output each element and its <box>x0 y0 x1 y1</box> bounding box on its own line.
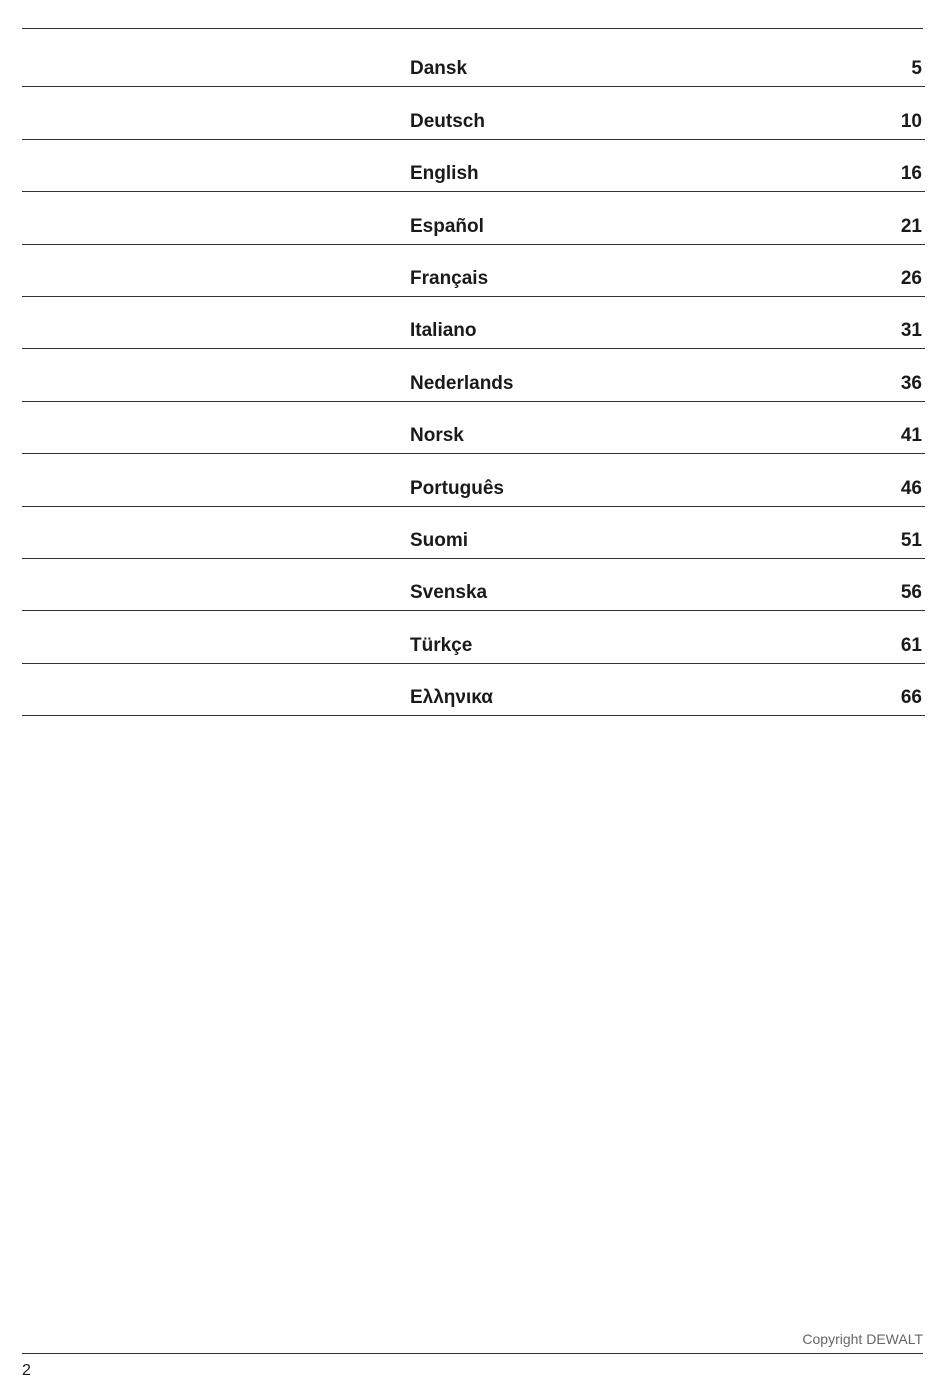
toc-row-norsk[interactable] <box>22 402 925 454</box>
toc-language: Suomi <box>410 529 469 551</box>
toc-page-number: 31 <box>900 320 922 342</box>
bottom-divider <box>22 1353 923 1354</box>
toc-language: Français <box>410 267 489 289</box>
toc-row-svenska[interactable] <box>22 559 925 611</box>
toc-row-espanol[interactable] <box>22 192 925 244</box>
toc-row-english[interactable] <box>22 140 925 192</box>
top-divider <box>22 28 923 29</box>
toc-language: Dansk <box>410 58 468 80</box>
toc-row-turkce[interactable] <box>22 611 925 663</box>
toc-row-dansk[interactable] <box>22 35 925 87</box>
toc-language: English <box>410 163 479 185</box>
table-of-contents <box>22 35 925 716</box>
toc-row-italiano[interactable] <box>22 297 925 349</box>
toc-page-number: 5 <box>911 58 922 80</box>
toc-row-deutsch[interactable] <box>22 87 925 139</box>
toc-page-number: 36 <box>900 372 922 394</box>
toc-page-number: 21 <box>900 215 922 237</box>
toc-page-number: 51 <box>900 529 922 551</box>
toc-row-ellinika[interactable] <box>22 664 925 716</box>
toc-page-number: 66 <box>900 687 922 709</box>
toc-page-number: 61 <box>900 634 922 656</box>
toc-language: Nederlands <box>410 372 514 394</box>
toc-row-nederlands[interactable] <box>22 349 925 401</box>
toc-language: Español <box>410 215 484 237</box>
toc-language: Türkçe <box>410 634 473 656</box>
toc-row-francais[interactable] <box>22 245 925 297</box>
toc-page-number: 46 <box>900 477 922 499</box>
toc-language: Norsk <box>410 425 464 447</box>
page-number: 2 <box>22 1362 31 1379</box>
toc-language: Deutsch <box>410 110 485 132</box>
toc-language: Português <box>410 477 504 499</box>
copyright-notice: Copyright DEWALT <box>802 1331 923 1347</box>
toc-page-number: 56 <box>900 582 922 604</box>
toc-page-number: 16 <box>900 163 922 185</box>
toc-language: Italiano <box>410 320 477 342</box>
toc-language: Ελληνικα <box>410 687 493 709</box>
toc-row-portugues[interactable] <box>22 454 925 506</box>
toc-language: Svenska <box>410 582 488 604</box>
toc-page-number: 26 <box>900 267 922 289</box>
toc-page-number: 41 <box>900 425 922 447</box>
toc-page-number: 10 <box>900 110 922 132</box>
toc-row-suomi[interactable] <box>22 507 925 559</box>
